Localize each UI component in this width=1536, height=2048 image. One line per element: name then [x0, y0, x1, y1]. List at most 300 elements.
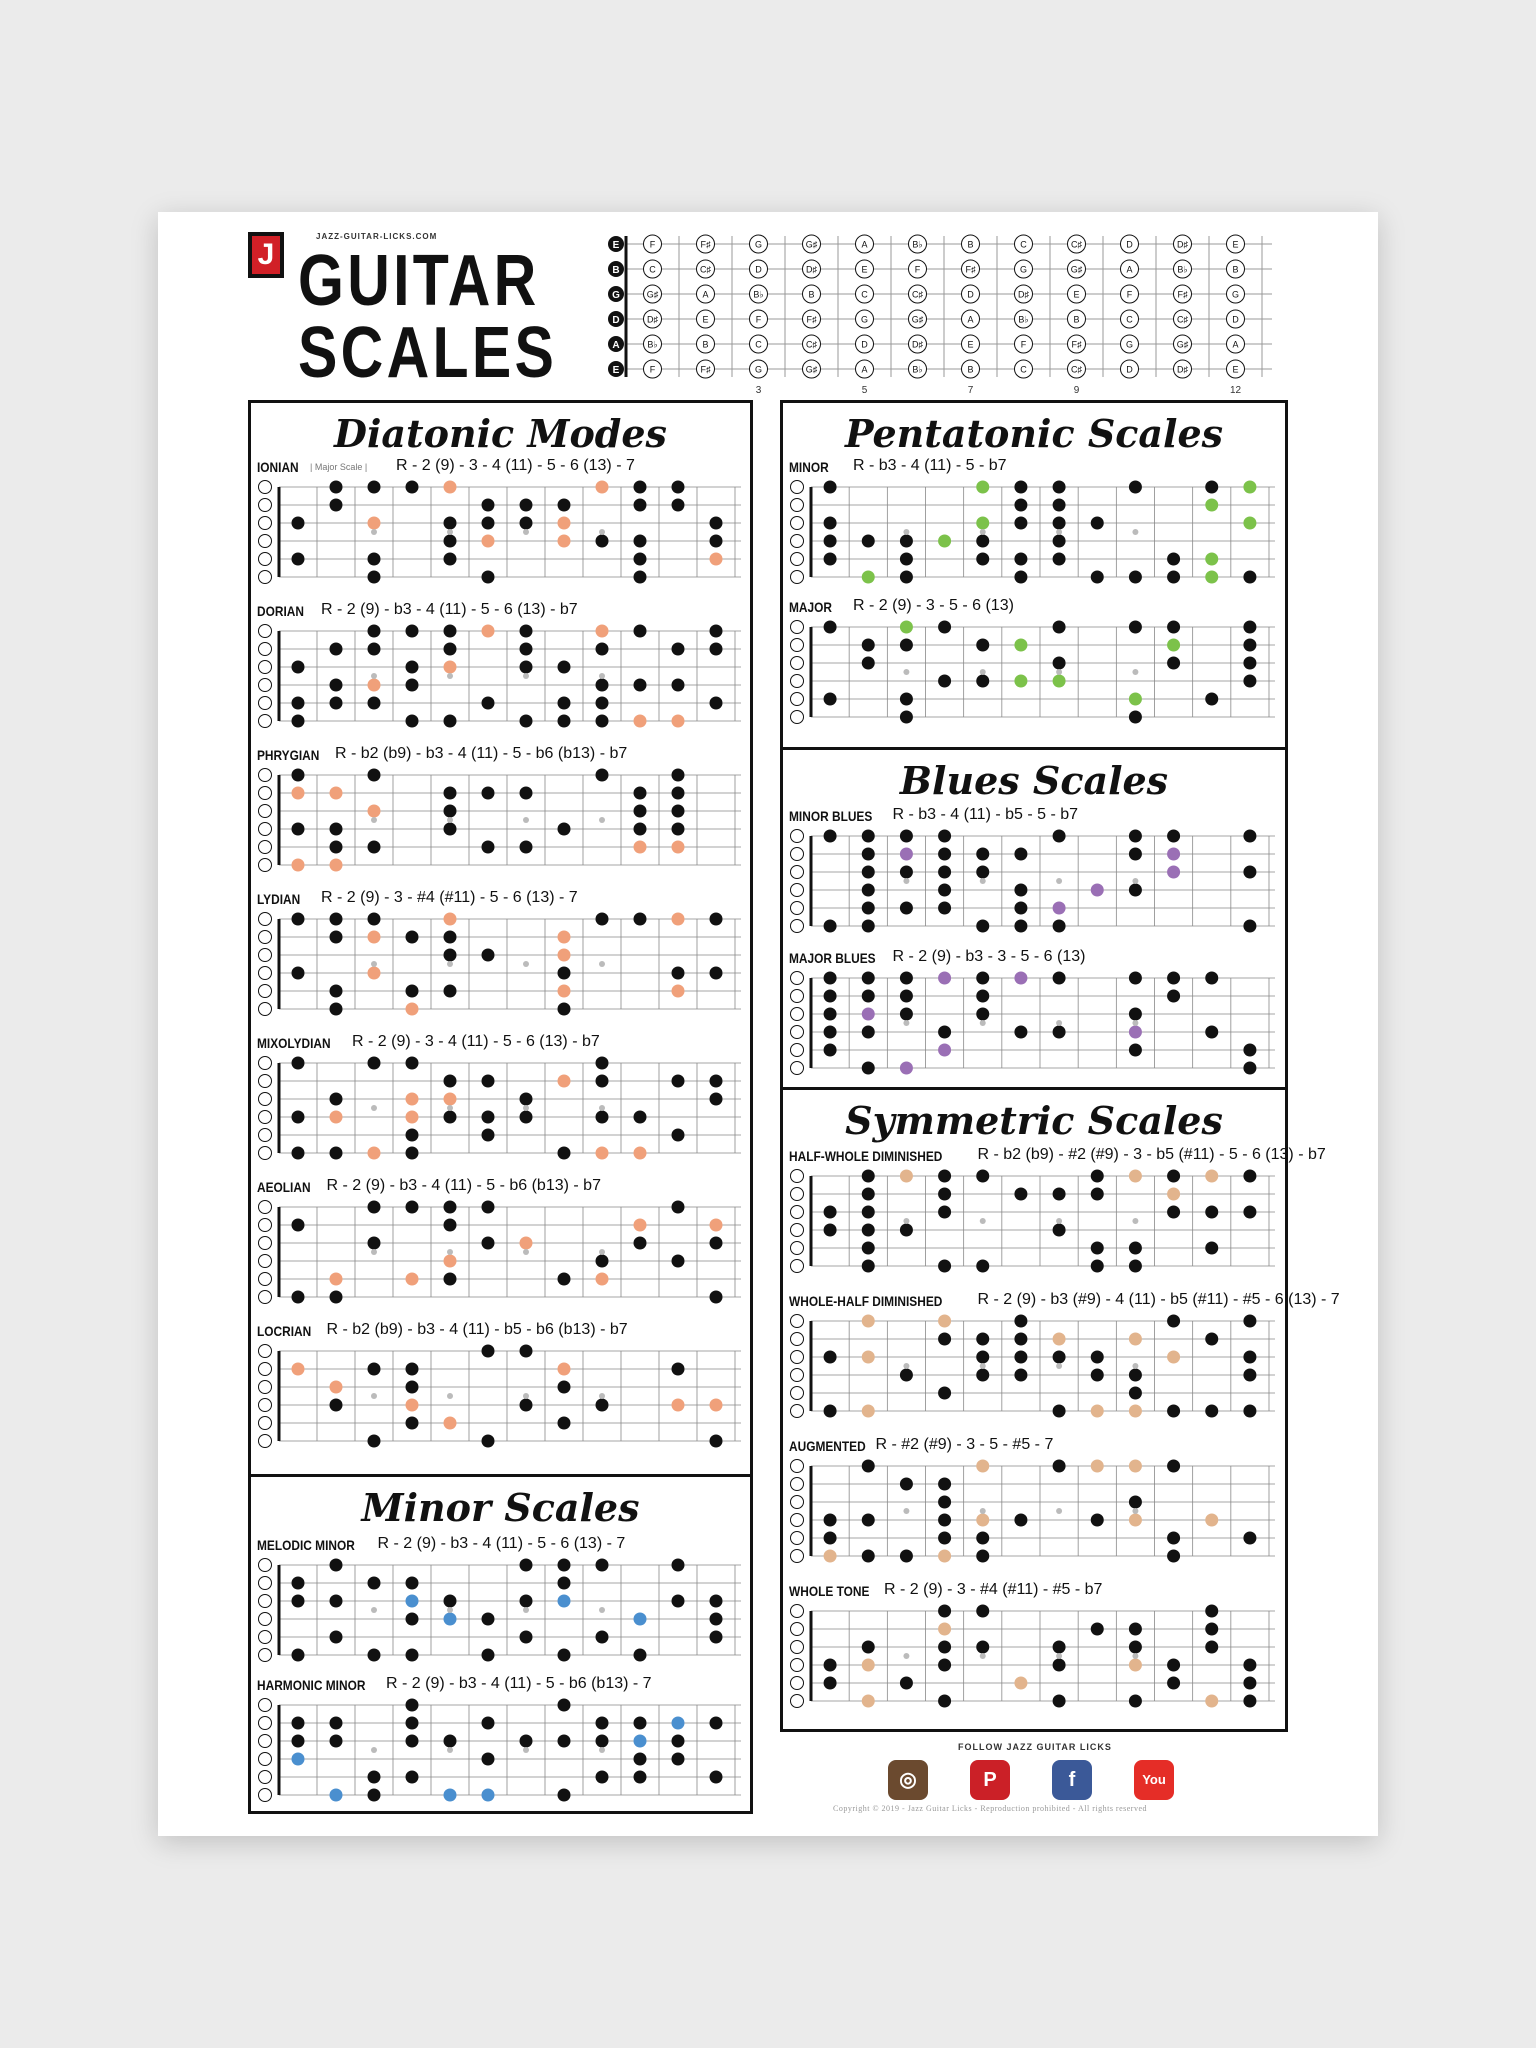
fret-marker	[447, 1249, 453, 1255]
string-number	[259, 1595, 272, 1608]
string-number	[259, 1649, 272, 1662]
scale-formula: R - 2 (9) - 3 - #4 (#11) - #5 - b7	[884, 1581, 1103, 1598]
scale-dot	[596, 679, 609, 692]
note-label: A	[967, 314, 974, 325]
scale-dot	[1091, 1514, 1104, 1527]
string-number	[791, 848, 804, 861]
fret-marker	[371, 1249, 377, 1255]
scale-dot	[558, 1273, 571, 1286]
scale-dot	[482, 517, 495, 530]
scale-dot	[330, 1735, 343, 1748]
string-number	[791, 499, 804, 512]
root-dot	[368, 805, 381, 818]
scale-dot	[482, 1753, 495, 1766]
scale-dot	[406, 1613, 419, 1626]
scale-dot	[558, 499, 571, 512]
scale-dot	[558, 823, 571, 836]
root-dot	[1167, 848, 1180, 861]
root-dot	[1129, 1333, 1142, 1346]
scale-dot	[482, 1129, 495, 1142]
scale-dot	[862, 657, 875, 670]
scale-dot	[520, 715, 533, 728]
scale-dot	[520, 1399, 533, 1412]
scale-dot	[1014, 848, 1027, 861]
scale-dot	[482, 787, 495, 800]
scale-dot	[444, 715, 457, 728]
fret-marker	[523, 961, 529, 967]
scale-dot	[1167, 1405, 1180, 1418]
note-label: C	[861, 289, 868, 300]
scale-dot	[1167, 1206, 1180, 1219]
note-label: B♭	[1018, 314, 1029, 325]
panel-title: Blues Scales	[899, 758, 1169, 803]
scale-dot	[1205, 481, 1218, 494]
string-number	[259, 1771, 272, 1784]
scale-dot	[862, 535, 875, 548]
scale-dot	[900, 972, 913, 985]
pinterest-icon[interactable]: P	[970, 1760, 1010, 1800]
string-number	[791, 1315, 804, 1328]
root-dot	[1167, 866, 1180, 879]
fret-marker	[903, 1363, 909, 1369]
scale-dot	[1243, 571, 1256, 584]
scale-dot	[900, 693, 913, 706]
string-number	[791, 1641, 804, 1654]
root-dot	[710, 1399, 723, 1412]
string-number	[259, 823, 272, 836]
youtube-icon[interactable]: You	[1134, 1760, 1174, 1800]
scale-dot	[1167, 972, 1180, 985]
fret-marker	[523, 1105, 529, 1111]
note-label: D	[1232, 314, 1239, 325]
scale-dot	[634, 787, 647, 800]
scale-dot	[406, 1057, 419, 1070]
string-number	[791, 1677, 804, 1690]
scale-dot	[938, 1641, 951, 1654]
string-number	[791, 1460, 804, 1473]
root-dot	[938, 535, 951, 548]
scale-dot	[1243, 639, 1256, 652]
note-label: G	[754, 364, 763, 375]
scale-dot	[292, 1219, 305, 1232]
root-dot	[1167, 1188, 1180, 1201]
note-label: F♯	[806, 314, 817, 325]
scale-dot	[558, 1789, 571, 1802]
scale-dot	[824, 1405, 837, 1418]
scale-dot	[862, 1242, 875, 1255]
scale-dot	[406, 1771, 419, 1784]
scale-dot	[1205, 1623, 1218, 1636]
scale-dot	[1205, 1206, 1218, 1219]
fretboard-diagram	[789, 1168, 1281, 1272]
note-label: D	[1126, 239, 1133, 250]
scale-dot	[292, 1147, 305, 1160]
scale-dot	[330, 985, 343, 998]
scale-dot	[710, 1075, 723, 1088]
scale-dot	[1167, 1550, 1180, 1563]
scale-dot	[520, 787, 533, 800]
string-number	[259, 679, 272, 692]
scale-dot	[1243, 830, 1256, 843]
root-dot	[482, 535, 495, 548]
note-label: F	[1020, 339, 1027, 350]
scale-dot	[672, 643, 685, 656]
scale-dot	[1205, 693, 1218, 706]
note-label: C♯	[1071, 239, 1082, 250]
fret-marker	[1132, 1020, 1138, 1026]
fret-number: 9	[1073, 385, 1080, 396]
string-number	[259, 535, 272, 548]
scale-dot	[976, 1605, 989, 1618]
scale-dot	[824, 1026, 837, 1039]
scale-dot	[292, 1111, 305, 1124]
scale-dot	[938, 675, 951, 688]
root-dot	[368, 517, 381, 530]
scale-dot	[558, 697, 571, 710]
scale-dot	[710, 913, 723, 926]
note-label: D♯	[806, 264, 817, 275]
note-label: B	[808, 289, 815, 300]
string-number	[791, 1224, 804, 1237]
scale-dot	[292, 1595, 305, 1608]
scale-dot	[596, 1631, 609, 1644]
fret-marker	[371, 961, 377, 967]
scale-dot	[938, 848, 951, 861]
note-label: E	[1232, 364, 1239, 375]
scale-dot	[1091, 1369, 1104, 1382]
scale-dot	[710, 625, 723, 638]
root-dot	[482, 1789, 495, 1802]
scale-formula: R - 2 (9) - 3 - #4 (#11) - 5 - 6 (13) - 7	[321, 889, 578, 906]
scale-dot	[862, 866, 875, 879]
root-dot	[368, 931, 381, 944]
string-number	[259, 715, 272, 728]
scale-dot	[368, 1789, 381, 1802]
root-dot	[1014, 639, 1027, 652]
scale-dot	[1167, 1460, 1180, 1473]
scale-dot	[596, 1559, 609, 1572]
string-number	[791, 1260, 804, 1273]
fret-marker	[1056, 1363, 1062, 1369]
string-number	[791, 1387, 804, 1400]
note-label: E	[702, 314, 709, 325]
scale-dot	[938, 1605, 951, 1618]
fret-marker	[447, 961, 453, 967]
string-number	[791, 1369, 804, 1382]
note-label: F♯	[700, 364, 711, 375]
scale-dot	[406, 1699, 419, 1712]
string-number	[259, 1577, 272, 1590]
root-dot	[330, 1381, 343, 1394]
scale-dot	[824, 1514, 837, 1527]
root-dot	[596, 625, 609, 638]
fret-marker	[903, 1508, 909, 1514]
note-label: B♭	[912, 364, 923, 375]
scale-dot	[596, 1399, 609, 1412]
string-number	[259, 1417, 272, 1430]
fret-marker	[523, 817, 529, 823]
string-number	[259, 1559, 272, 1572]
fret-marker	[599, 1393, 605, 1399]
scale-dot	[520, 643, 533, 656]
fret-marker	[599, 817, 605, 823]
scale-dot	[900, 553, 913, 566]
scale-dot	[596, 697, 609, 710]
fretboard-diagram	[789, 1458, 1281, 1562]
facebook-icon[interactable]: f	[1052, 1760, 1092, 1800]
scale-dot	[976, 675, 989, 688]
scale-dot	[710, 517, 723, 530]
scale-dot	[1243, 621, 1256, 634]
string-number	[791, 1206, 804, 1219]
scale-dot	[368, 697, 381, 710]
scale-dot	[824, 553, 837, 566]
string-number	[791, 1550, 804, 1563]
root-dot	[976, 481, 989, 494]
scale-dot	[1014, 920, 1027, 933]
scale-dot	[482, 1613, 495, 1626]
scale-dot	[862, 1026, 875, 1039]
note-label: D♯	[647, 314, 658, 325]
scale-dot	[1014, 1333, 1027, 1346]
string-number	[259, 805, 272, 818]
scale-dot	[330, 499, 343, 512]
string-name: G	[612, 290, 620, 301]
root-dot	[292, 859, 305, 872]
fret-marker	[447, 1747, 453, 1753]
root-dot	[444, 481, 457, 494]
scale-name: LYDIAN	[257, 891, 301, 907]
scale-dot	[938, 1659, 951, 1672]
scale-dot	[1167, 1170, 1180, 1183]
root-dot	[330, 1111, 343, 1124]
fret-marker	[447, 673, 453, 679]
scale-dot	[520, 841, 533, 854]
scale-dot	[482, 1201, 495, 1214]
scale-dot	[292, 1649, 305, 1662]
note-label: F♯	[965, 264, 976, 275]
fret-marker	[371, 817, 377, 823]
scale-dot	[862, 1260, 875, 1273]
root-dot	[672, 841, 685, 854]
fretboard-diagram	[789, 970, 1281, 1074]
root-dot	[862, 1659, 875, 1672]
scale-dot	[1129, 1387, 1142, 1400]
scale-dot	[634, 481, 647, 494]
scale-dot	[444, 1273, 457, 1286]
root-dot	[672, 715, 685, 728]
scale-dot	[900, 866, 913, 879]
scale-dot	[862, 1550, 875, 1563]
scale-dot	[330, 913, 343, 926]
instagram-icon[interactable]: ◎	[888, 1760, 928, 1800]
scale-formula: R - 2 (9) - b3 - 4 (11) - 5 - 6 (13) - 7	[377, 1535, 626, 1552]
scale-dot	[862, 972, 875, 985]
panel-title: Minor Scales	[361, 1485, 640, 1530]
scale-dot	[482, 1111, 495, 1124]
scale-dot	[1129, 1695, 1142, 1708]
fret-marker	[371, 529, 377, 535]
scale-dot	[710, 697, 723, 710]
string-number	[259, 985, 272, 998]
scale-dot	[330, 643, 343, 656]
scale-dot	[1053, 1405, 1066, 1418]
scale-dot	[1014, 1351, 1027, 1364]
scale-dot	[292, 553, 305, 566]
scale-dot	[900, 1677, 913, 1690]
scale-dot	[482, 1075, 495, 1088]
scale-dot	[634, 535, 647, 548]
scale-dot	[824, 1206, 837, 1219]
scale-dot	[1053, 535, 1066, 548]
scale-dot	[862, 848, 875, 861]
scale-dot	[976, 1333, 989, 1346]
note-label: D	[1126, 364, 1133, 375]
scale-dot	[672, 1075, 685, 1088]
scale-dot	[292, 769, 305, 782]
scale-dot	[900, 1478, 913, 1491]
fret-marker	[1056, 1653, 1062, 1659]
scale-dot	[1205, 972, 1218, 985]
note-label: B	[1073, 314, 1080, 325]
string-number	[259, 643, 272, 656]
scale-dot	[1091, 517, 1104, 530]
string-number	[791, 1496, 804, 1509]
string-number	[259, 1717, 272, 1730]
scale-dot	[976, 639, 989, 652]
fretboard-diagram	[257, 1199, 747, 1303]
scale-dot	[596, 1057, 609, 1070]
note-label: C♯	[1071, 364, 1082, 375]
scale-dot	[938, 1496, 951, 1509]
root-dot	[1053, 902, 1066, 915]
fret-marker	[371, 1105, 377, 1111]
scale-dot	[862, 1188, 875, 1201]
fret-marker	[523, 1393, 529, 1399]
scale-dot	[1014, 1188, 1027, 1201]
string-number	[259, 1435, 272, 1448]
scale-formula: R - #2 (#9) - 3 - 5 - #5 - 7	[875, 1436, 1054, 1453]
string-number	[259, 949, 272, 962]
fret-marker	[1056, 529, 1062, 535]
scale-dot	[292, 913, 305, 926]
scale-dot	[1243, 1659, 1256, 1672]
scale-name: MAJOR	[789, 599, 832, 615]
root-dot	[634, 1735, 647, 1748]
scale-dot	[862, 1641, 875, 1654]
string-number	[791, 1351, 804, 1364]
scale-name: WHOLE-HALF DIMINISHED	[789, 1293, 943, 1309]
scale-dot	[482, 1717, 495, 1730]
fretboard-diagram	[789, 828, 1281, 932]
root-dot	[672, 913, 685, 926]
root-dot	[672, 1399, 685, 1412]
scale-dot	[976, 1369, 989, 1382]
scale-dot	[672, 805, 685, 818]
root-dot	[368, 679, 381, 692]
string-number	[791, 1514, 804, 1527]
string-number	[259, 1219, 272, 1232]
scale-dot	[976, 1550, 989, 1563]
scale-dot	[634, 553, 647, 566]
note-label: A	[1232, 339, 1239, 350]
scale-formula: R - 2 (9) - b3 - 4 (11) - 5 - b6 (b13) - 7	[386, 1675, 652, 1692]
scale-dot	[938, 1206, 951, 1219]
scale-dot	[710, 967, 723, 980]
root-dot	[938, 1623, 951, 1636]
scale-dot	[710, 1613, 723, 1626]
note-label: B♭	[753, 289, 764, 300]
string-number	[791, 517, 804, 530]
string-number	[259, 1631, 272, 1644]
scale-dot	[368, 553, 381, 566]
scale-dot	[634, 913, 647, 926]
scale-dot	[406, 931, 419, 944]
scale-name: IONIAN	[257, 459, 299, 475]
scale-dot	[444, 1735, 457, 1748]
scale-dot	[368, 1771, 381, 1784]
scale-dot	[1091, 1188, 1104, 1201]
scale-dot	[634, 823, 647, 836]
scale-dot	[330, 697, 343, 710]
scale-dot	[1243, 1315, 1256, 1328]
string-number	[259, 913, 272, 926]
string-number	[259, 1003, 272, 1016]
scale-formula: R - b2 (b9) - b3 - 4 (11) - b5 - b6 (b13) - b7	[326, 1321, 628, 1338]
fret-marker	[980, 1020, 986, 1026]
scale-dot	[482, 571, 495, 584]
scale-dot	[976, 1532, 989, 1545]
scale-dot	[368, 1577, 381, 1590]
scale-dot	[558, 1649, 571, 1662]
scale-dot	[1053, 1695, 1066, 1708]
root-dot	[330, 1789, 343, 1802]
note-label: B	[1232, 264, 1239, 275]
scale-dot	[1129, 1242, 1142, 1255]
note-label: F♯	[700, 239, 711, 250]
note-label: F	[649, 364, 656, 375]
scale-dot	[1053, 830, 1066, 843]
scale-dot	[330, 679, 343, 692]
scale-dot	[444, 805, 457, 818]
root-dot	[406, 1003, 419, 1016]
scale-dot	[444, 1111, 457, 1124]
scale-dot	[976, 1351, 989, 1364]
fret-marker	[980, 1653, 986, 1659]
string-number	[259, 1291, 272, 1304]
root-dot	[406, 1111, 419, 1124]
scale-dot	[482, 697, 495, 710]
root-dot	[368, 967, 381, 980]
scale-dot	[368, 625, 381, 638]
scale-dot	[292, 1577, 305, 1590]
scale-dot	[330, 1093, 343, 1106]
scale-dot	[444, 823, 457, 836]
root-dot	[558, 931, 571, 944]
fretboard-diagram	[789, 1603, 1281, 1707]
scale-dot	[900, 535, 913, 548]
scale-dot	[1243, 675, 1256, 688]
note-label: D	[755, 264, 762, 275]
scale-dot	[938, 830, 951, 843]
scale-dot	[862, 920, 875, 933]
root-dot	[368, 1147, 381, 1160]
title-line2: SCALES	[298, 313, 558, 393]
scale-dot	[824, 972, 837, 985]
root-dot	[1129, 693, 1142, 706]
root-dot	[862, 571, 875, 584]
root-dot	[520, 1237, 533, 1250]
